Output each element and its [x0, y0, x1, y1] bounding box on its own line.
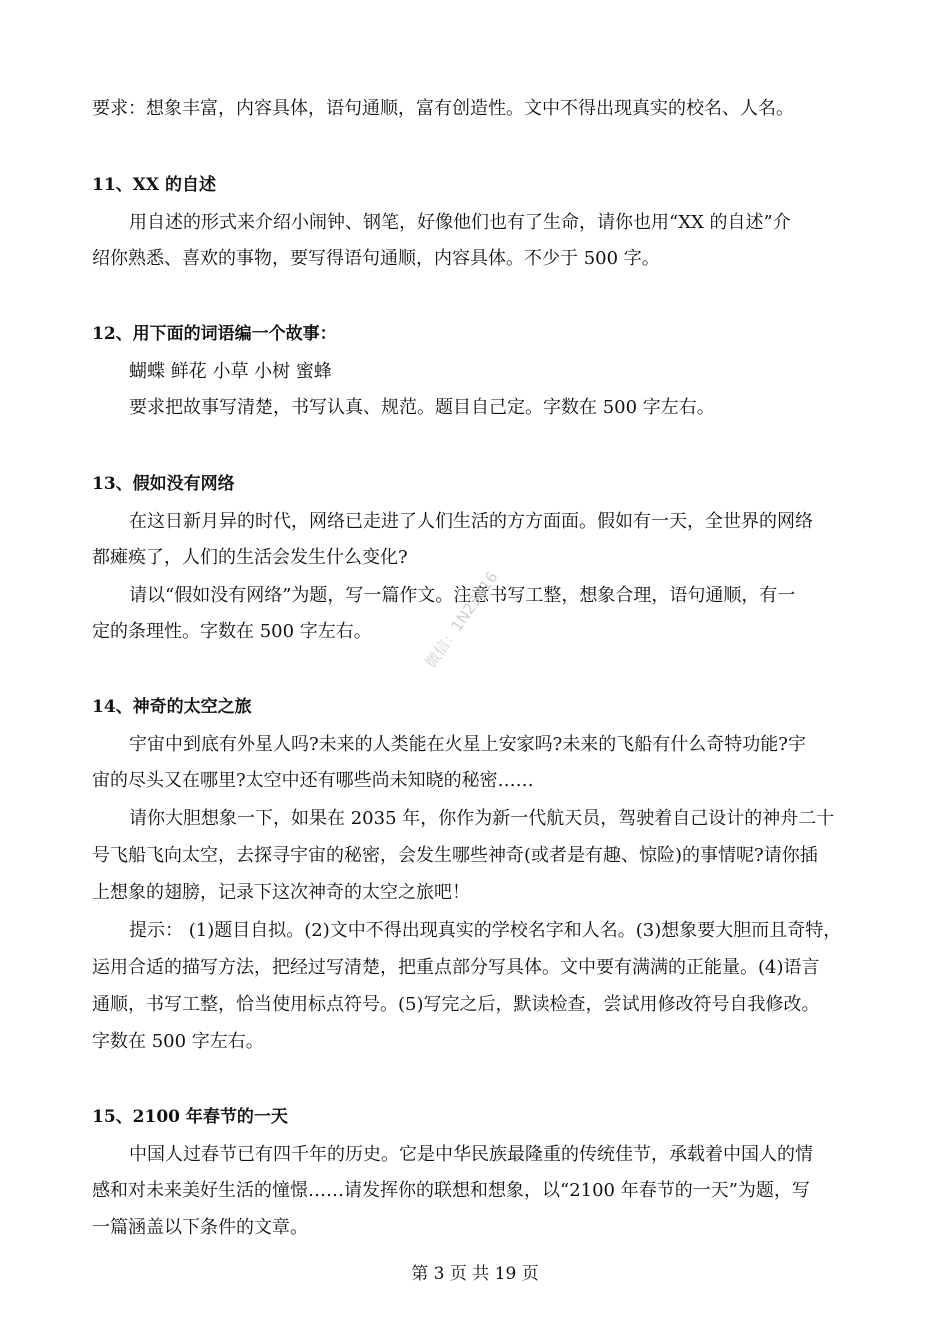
intro-requirement: 要求：想象丰富，内容具体，语句通顺，富有创造性。文中不得出现真实的校名、人名。 — [92, 98, 794, 119]
section-13-text-line: 在这日新月异的时代，网络已走进了人们生活的方方面面。假如有一天，全世界的网络 — [129, 511, 813, 532]
page-footer: 第 3 页 共 19 页 — [411, 1264, 539, 1284]
section-14-text-line: 上想象的翅膀，记录下这次神奇的太空之旅吧！ — [92, 882, 470, 903]
section-14-hint-line: 提示： (1)题目自拟。(2)文中不得出现真实的学校名字和人名。(3)想象要大胆而且奇特， — [129, 920, 842, 941]
section-11-text-line: 绍你熟悉、喜欢的事物，要写得语句通顺，内容具体。不少于 500 字。 — [92, 248, 660, 269]
section-14-text-line: 请你大胆想象一下，如果在 2035 年，你作为新一代航天员，驾驶着自己设计的神舟二十 — [129, 808, 835, 829]
section-14-title: 14、神奇的太空之旅 — [92, 697, 252, 717]
section-14-text-line: 宇宙中到底有外星人吗?未来的人类能在火星上安家吗?未来的飞船有什么奇特功能?宇 — [129, 734, 806, 755]
section-12-words: 蝴蝶 鲜花 小草 小树 蜜蜂 — [129, 361, 332, 382]
section-15-title: 15、2100 年春节的一天 — [92, 1107, 288, 1127]
section-15-text-line: 中国人过春节已有四千年的历史。它是中华民族最隆重的传统佳节，承载着中国人的情 — [129, 1144, 813, 1165]
section-13-title: 13、假如没有网络 — [92, 474, 235, 494]
section-12-requirement: 要求把故事写清楚，书写认真、规范。题目自己定。字数在 500 字左右。 — [129, 397, 715, 418]
section-13-text-line: 请以“假如没有网络”为题，写一篇作文。注意书写工整，想象合理，语句通顺，有一 — [129, 585, 796, 606]
section-14-hint-line: 运用合适的描写方法，把经过写清楚，把重点部分写具体。文中要有满满的正能量。(4)语言 — [92, 957, 820, 978]
section-14-text-line: 号飞船飞向太空，去探寻宇宙的秘密，会发生哪些神奇(或者是有趣、惊险)的事情呢?请你插 — [92, 845, 818, 866]
section-14-hint-line: 字数在 500 字左右。 — [92, 1031, 264, 1052]
section-14-hint-line: 通顺，书写工整，恰当使用标点符号。(5)写完之后，默读检查，尝试用修改符号自我修改。 — [92, 994, 820, 1015]
watermark: 微信：1N23316 — [421, 568, 502, 672]
section-15-text-line: 感和对未来美好生活的憧憬……请发挥你的联想和想象，以“2100 年春节的一天”为题，写 — [92, 1180, 810, 1201]
section-12-title: 12、用下面的词语编一个故事： — [92, 324, 337, 344]
section-11-title: 11、XX 的自述 — [92, 175, 216, 195]
section-13-text-line: 定的条理性。字数在 500 字左右。 — [92, 621, 372, 642]
section-15-text-line: 一篇涵盖以下条件的文章。 — [92, 1217, 308, 1238]
section-11-text-line: 用自述的形式来介绍小闹钟、钢笔，好像他们也有了生命，请你也用“XX 的自述”介 — [129, 212, 791, 233]
section-14-text-line: 宙的尽头又在哪里?太空中还有哪些尚未知晓的秘密…… — [92, 770, 534, 791]
section-13-text-line: 都瘫痪了，人们的生活会发生什么变化? — [92, 547, 408, 568]
